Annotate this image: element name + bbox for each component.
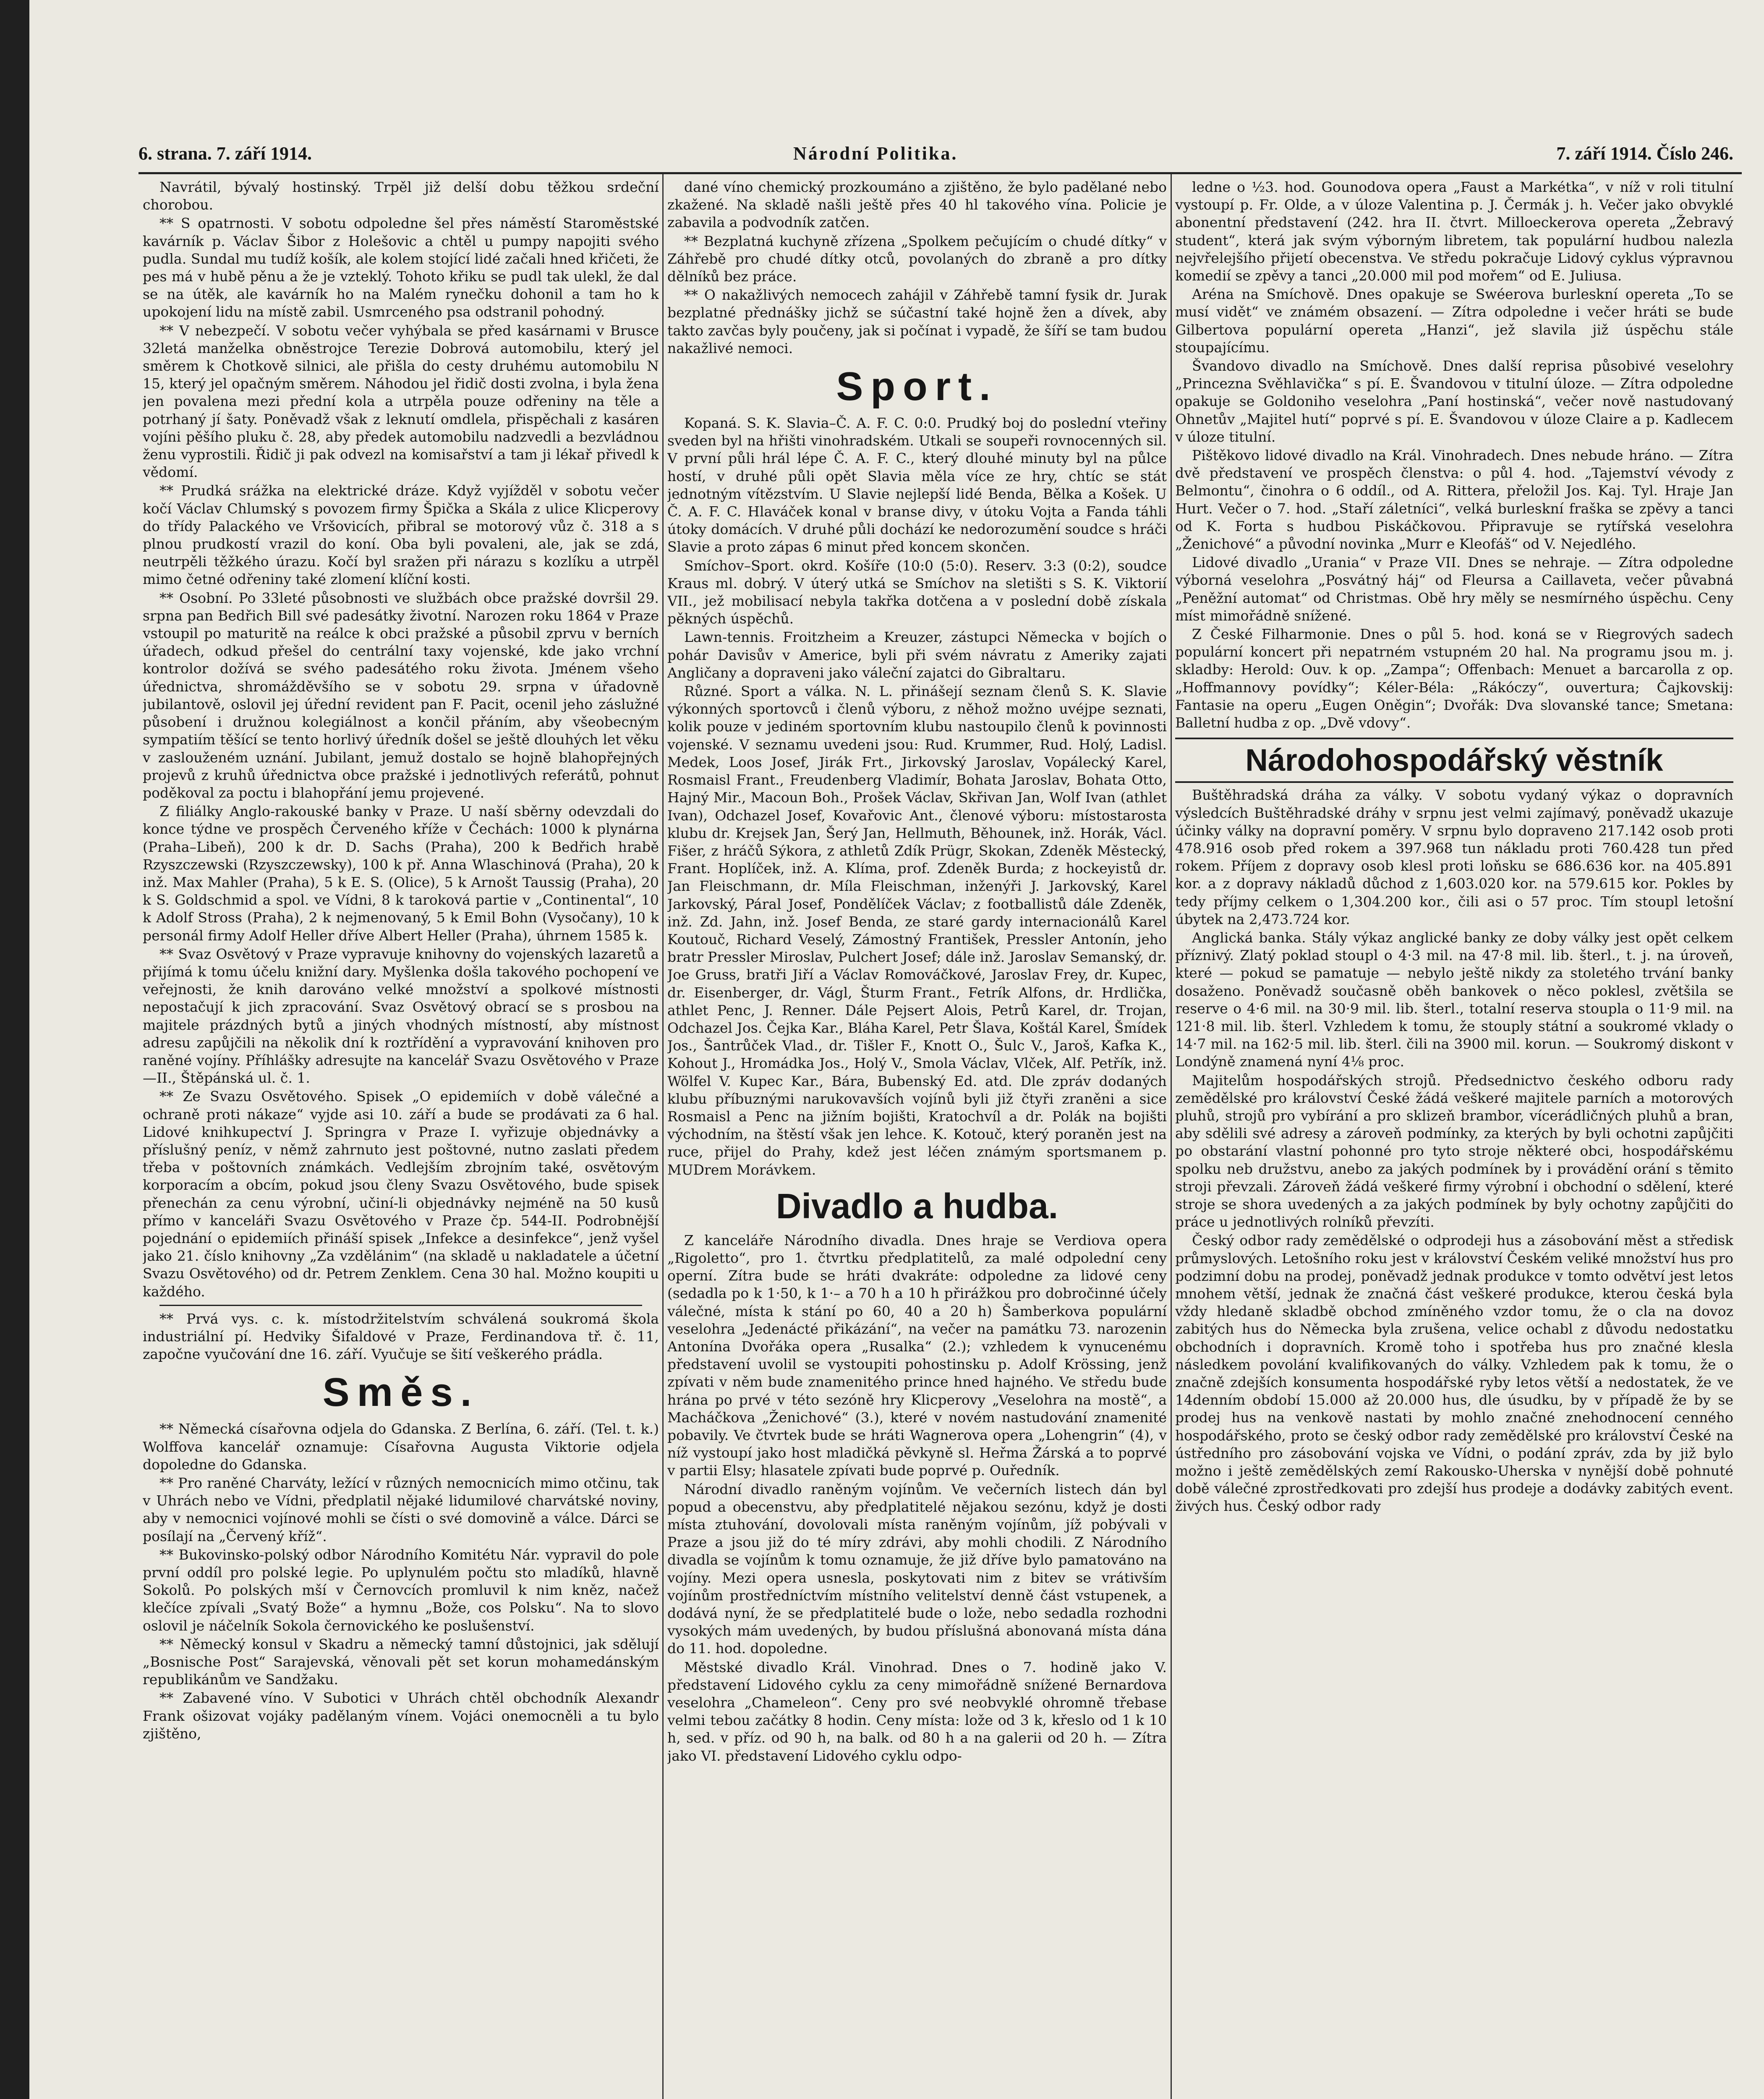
- article: Z České Filharmonie. Dnes o půl 5. hod. koná se v Riegrových sadech populární koncert při nepatrném vstupném 20 hal. Na programu jsou m. j. skladby: Herold: Ouv. k op. „Zampa“; Offenbach: Menuet a barcarolla z op. „Hoffmannovy povídky“; Kéler-Béla: „Rákóczy“, ouvertura; Čajkovskij: Fantasie na operu „Eugen Oněgin“; Dvořák: Dva slovanské tance; Smetana: Balletní hudba z op. „Dvě vdovy“.: [1175, 626, 1733, 731]
- section-title-divadlo: Divadlo a hudba.: [776, 1186, 1058, 1226]
- article: ** Německý konsul v Skadru a německý tamní důstojnici, jak sdělují „Bosnische Post“ Sarajevská, věnovali pět set korun mohamedánským republikánům ve Sandžaku.: [143, 1636, 659, 1688]
- article: Navrátil, bývalý hostinský. Trpěl již delší dobu těžkou srdeční chorobou.: [143, 179, 659, 213]
- article: Český odbor rady zemědělské o odprodeji hus a zásobování měst a středisk průmyslových. Letošního roku jest v království Českém veliké množství hus pro podzimní dobu na prodej, poněvadž jednak produkce v tomto odvětví jest letos mnohem větší, jednak že značná část veškeré produkce, kterou česká byla vždy hledaně skladbě obchod zmíněného vzdor tomu, že o cla na dovoz zabitých hus do Německa byla zrušena, velice ochabl z důvodu nedostatku obchodních i dopravních. Kromě toho i spotřeba hus pro značné klesla následkem povolání kvalifikovaných do války. Vzhledem pak k tomu, že o značně zdejších konsumenta hospodářské ryby letos větší a nedostatek, že ve 14denním období 15.000 až 20.000 hus, dle úsudku, by v případě že by se prodej hus na venkově nastati by mohlo značné znehodnocení cenného hospodářského, proto se český odbor rady zemědělské pro království České na ústředního pro zásobování vojska ve Vídni, o podání zpráv, zda by již bylo možno i ještě zemědělských zemí Rakousko-Uherska v nynější době pohnuté době válečné zprostředkovati pro zdejší hus prodeje a dodávky zabitých event. živých hus. Český odbor rady: [1175, 1232, 1733, 1515]
- header-rule: [139, 172, 1742, 174]
- article: ** Pro raněné Charváty, ležící v různých nemocnicích mimo otčinu, tak v Uhrách nebo ve Vídni, předplatil nějaké lidumilové charvátské noviny, aby v nemocnici vojínové mohli se čísti o své domovině a válce. Dárci se posílají na „Červený kříž“.: [143, 1475, 659, 1544]
- article: ** S opatrnosti. V sobotu odpoledne šel přes náměstí Staroměstské kavárník p. Václav Šibor z Holešovic a chtěl u pumpy napojiti svého pudla. Sundal mu tudíž košík, ale kolem stojící lidé začali hned křičeti, že pes má v hubě pěnu a že je vzteklý. Tohoto křiku se pudl tak ulekl, že dal se na útěk, ale kavárník ho na Malém rynečku dohonil a tam ho k upokojení lidu na místě zabil. Usmrceného psa odstranil pohodný.: [143, 215, 659, 320]
- article: Švandovo divadlo na Smíchově. Dnes další reprisa působivé veselohry „Princezna Svěhlavička“ s pí. E. Švandovou v titulní úloze. — Zítra odpoledne opakuje se Goldoniho veselohra „Paní hostinská“, večer nově nastudovaný Ohnetův „Majitel hutí“ poprvé s pí. E. Švandovou v úloze Claire a p. Kadlecem v úloze titulní.: [1175, 358, 1733, 445]
- article: ** Ze Svazu Osvětového. Spisek „O epidemiích v době válečné a ochraně proti nákaze“ vyjde asi 10. září a bude se prodávati za 6 hal. Lidové knihkupectví J. Springra v Praze I. vyřizuje objednávky a příslušný peníz, v němž zahrnuto jest poštovné, nutno zaslati předem třeba v poštovních známkách. Vedlejším zbrojním také, osvětovým korporacím a obcím, pokud jsou členy Svazu Osvětového, bude spisek přenechán za cenu výrobní, učiní-li objednávky nejméně na 50 kusů přímo v kanceláři Svazu Osvětového v Praze čp. 544-II. Podrobnější pojednání o epidemiích přináší spisek „Infekce a desinfekce“, jenž vyšel jako 21. číslo knihovny „Za vzdělánim“ (na skladě u nakladatele a účetní Svazu Osvětového) od dr. Petrem Zenklem. Cena 30 hal. Možno koupiti u každého.: [143, 1088, 659, 1300]
- article: Kopaná. S. K. Slavia–Č. A. F. C. 0:0. Prudký boj do poslední vteřiny sveden byl na hřišti vinohradském. Utkali se soupeři rovnocenných sil. V první půli hrál lépe Č. A. F. C., který dlouhé minuty byl na půlce hostí, v druhé půli opět Slavia měla více ze hry, chtíc se stát jednotným vítězstvím. U Slavie nejlepší lidé Benda, Bělka a Košek. U Č. A. F. C. Hlaváček konal v branse divy, v útoku Vojta a Fanda táhli útoky domácích. V druhé půli dochází ke nedorozumění soudce s hráči Slavie a proto zápas 6 minut před koncem skončen.: [667, 415, 1167, 555]
- article: Z kanceláře Národního divadla. Dnes hraje se Verdiova opera „Rigoletto“, pro 1. čtvrtku předplatitelů, za malé odpolední ceny operní. Zítra bude se hráti dvakráte: odpoledne za lidové ceny (sedadla po k 1·50, k 1·– a 70 h a 10 h přirážkou pro dobročinné účely válečné, místa k stání po 60, 40 a 20 h) Šamberkova populární veselohra „Jedenácté přikázání“, na večer na památku 73. narozenin Antonína Dvořáka opera „Rusalka“ (2.); vzhledem k vynucenému představení uvolil se vystoupiti pohostinsku p. Adolf Krössing, jenž zpívati v něm bude znamenitého prince hned hajného. Ve středu bude hrána po prvé v této sezóně hry Klicperovy „Veselohra na mostě“, a Macháčkova „Ženichové“ (3.), které v novém nastudování znamenité pobavily. Ve čtvrtek bude se hráti Wagnerova opera „Lohengrin“ (4), v níž vystoupí jako host mladičká pěvkyně sl. Heřma Žárská a to poprvé v partii Elsy; hlasatele zpívati bude poprvé p. Ouředník.: [667, 1232, 1167, 1479]
- article: Z filiálky Anglo-rakouské banky v Praze. U naší sběrny odevzdali do konce týdne ve prospěch Červeného kříže v Čechách: 1000 k plynárna (Praha–Libeň), 200 k dr. D. Sachs (Praha), 200 k Bedřich hrabě Rzyszczewski (Rzyszczewsky), 100 k př. Anna Wlaschinová (Praha), 20 k inž. Max Mahler (Praha), 5 k E. S. (Olice), 5 k Arnošt Taussig (Praha), 20 k S. Goldschmid a spol. ve Vídni, 8 k taroková partie v „Continental“, 10 k Adolf Stross (Praha), 2 k nejmenovaný, 5 k Emil Bohn (Vysočany), 10 k personál firmy Adolf Heller dříve Albert Heller (Praha), úhrnem 1585 k.: [143, 803, 659, 944]
- header-left: 6. strana. 7. září 1914.: [139, 143, 312, 164]
- section-title-sport: Sport.: [836, 364, 998, 409]
- divider: [159, 1305, 642, 1306]
- article: dané víno chemický prozkoumáno a zjištěno, že bylo padělané nebo zkažené. Na skladě našli ještě přes 40 hl takového vína. Policie je zabavila a podvodník zatčen.: [667, 179, 1167, 231]
- article: ** Zabavené víno. V Subotici v Uhrách chtěl obchodník Alexandr Frank ošizovat vojáky padělaným vínem. Vojáci onemocněli a tu bylo zjištěno,: [143, 1690, 659, 1742]
- article: ** Prvá vys. c. k. místodržitelstvím schválená soukromá škola industriální pí. Hedviky Šifaldové v Praze, Ferdinandova tř. č. 11, započne vyučování dne 16. září. Vyučuje se šití veškerého prádla.: [143, 1310, 659, 1363]
- column-rule-2: [1171, 174, 1172, 2099]
- column-1: [143, 178, 659, 2099]
- article: Různé. Sport a válka. N. L. přinášejí seznam členů S. K. Slavie výkonných sportovců i členů výboru, z něhož možno uvéjpe seznati, kolik pouze v jediném sportovním klubu nastoupilo členů k povinnosti vojenské. V seznamu uvedeni jsou: Rud. Krummer, Rud. Holý, Ladisl. Medek, Loos Josef, Jirák Frt., Jirkovský Jaroslav, Vopálecký Karel, Rosmaisl Frant., Freudenberg Vladimír, Bohata Jaroslav, Bohata Otto, Hajný Mir., Macoun Boh., Prošek Václav, Skřivan Jan, Wolf Ivan (athlet Ivan), Odchazel Josef, Kovařovic Ant., členové výboru: místostarosta klubu dr. Krejsek Jan, Šerý Jan, Hellmuth, Běhounek, inž. Horák, Václ. Fišer, z hráčů Sýkora, z athletů Zdík Prügr, Skokan, Zdeněk Městecký, Frant. Hoplíček, inž. A. Klíma, prof. Zdeněk Burda; z hockeyistů dr. Jan Fleischmann, dr. Míla Fleischman, inženýři J. Jarkovský, Karel Jarkovský, Páral Josef, Pondělíček Václav; z footballistů dále Zdeněk, inž. Zd. Jahn, inž. Josef Benda, ze staré gardy internacionálů Karel Koutouč, Richard Veselý, Zámostný František, Pressler Antonín, jeho bratr Pressler Miroslav, Pulchert Josef; dále inž. Jaroslav Semanský, dr. Joe Gruss, bratři Jiří a Václav Romováčkové, Jaroslav Frey, dr. Kupec, dr. Eisenberger, dr. Vágl, Šturm Frant., Fetrík Alfons, dr. Hrdlička, athlet Penc, J. Renner. Dále Pejsert Alois, Petrů Karel, dr. Trojan, Odchazel Jos. Čejka Kar., Bláha Karel, Petr Šlava, Koštál Karel, Šmídek Jos., Šantrůček Vlad., dr. Tišler F., Knott O., Šulc V., Jaroš, Kafka K., Kohout J., Hromádka Jos., Holý V., Smola Václav, Vlček, Alf. Petřík, inž. Wölfel V. Kupec Kar., Bára, Bubenský Ed. atd. Dle zpráv dodaných klubu příbuznými narukovavších vojínů byli již čtyři zraněni a sice Rosmaisl a Penc na jižním bojišti, Kratochvíl a dr. Polák na bojišti východním, na štěstí však jen lehce. K. Kotouč, který poraněn jest na ruce, přijel do Prahy, kdež jest léčen známým sportsmanem p. MUDrem Morávkem.: [667, 683, 1167, 1178]
- masthead-title: Národní Politika.: [793, 143, 958, 164]
- article: ** Bezplatná kuchyně zřízena „Spolkem pečujícím o chudé dítky“ v Záhřebě pro chudé dítky otců, povolaných do zbraně a pro dítky dělníků bez práce.: [667, 233, 1167, 285]
- article: Anglická banka. Stály výkaz anglické banky ze doby války jest opět celkem příznivý. Zlatý poklad stoupl o 4·3 mil. na 47·8 mil. lib. šterl., t. j. na úroveň, které — pokud se pamatuje — nebylo ještě nikdy za stoletého trvání banky dosaženo. Poněvadž současně oběh bankovek o něco poklesl, zvětšila se reserve o 4·6 mil. na 30·9 mil. lib. šterl., totalní reserva stoupla o 11·9 mil. na 121·8 mil. lib. šterl. Vzhledem k tomu, že stouply státní a soukromé vklady o 14·7 mil. na 162·5 mil. lib. šterl. čili na 3900 mil. korun. — Soukromý diskont v Londýně znamená nyní 4⅛ proc.: [1175, 929, 1733, 1070]
- column-3: [1175, 178, 1733, 2099]
- article: ** V nebezpečí. V sobotu večer vyhýbala se před kasárnami v Brusce 32letá manželka obněstrojce Terezie Dobrová automobilu, který jel směrem k Chotkově silnici, ale přišla do cesty druhému automobilu N 15, který jel opačným směrem. Náhodou jel řidič dosti zvolna, i byla žena jen povalena mezi přední kola a utrpěla pouze odřeniny na těle a potrhaný jí šaty. Poněvadž však z leknutí omdlela, přispěchali z kasáren vojíni pěšího pluku č. 28, aby předek automobilu nadzvedli a bezvládnou ženu vyprostili. Řidič ji pak odvezl na komisařství a tam ji lékař přivedl k vědomí.: [143, 322, 659, 481]
- article: ** Prudká srážka na elektrické dráze. Když vyjížděl v sobotu večer kočí Václav Chlumský s povozem firmy Špička a Skála z ulice Klicperovy do třídy Palackého ve Vršovicích, přibral se motorový vůz č. 318 a s plnou prudkostí vrazil do koní. Oba byli povaleni, ale, jak se zdá, neutrpěli těžkého úrazu. Kočí byl sražen při nárazu s kozlíku a utrpěl mimo četné odřeniny také zlomení klíční kosti.: [143, 482, 659, 588]
- article: ** O nakažlivých nemocech zahájil v Záhřebě tamní fysik dr. Jurak bezplatné přednášky jichž se súčastní také hojně žen a dívek, aby takto zavčas byly poučeny, jak si počínat i vypadě, že šíří se tam budou nakažlivé nemoci.: [667, 287, 1167, 356]
- article: Lidové divadlo „Urania“ v Praze VII. Dnes se nehraje. — Zítra odpoledne výborná veselohra „Posvátný háj“ od Fleursa a Caillaveta, večer půvabná „Peněžní automat“ od Christmas. Obě hry měly se nesmírného úspěchu. Ceny míst mimořádně snížené.: [1175, 554, 1733, 624]
- article: Aréna na Smíchově. Dnes opakuje se Swéerova burleskní opereta „To se musí vidět“ ve známém obsazení. — Zítra odpoledne i večer hráti se bude Gilbertova populární opereta „Hanzi“, jež slavila již úspěchu stále stoupajícímu.: [1175, 286, 1733, 356]
- section-title-smes: Směs.: [322, 1370, 479, 1415]
- article: ** Bukovinsko-polský odbor Národního Komitétu Nár. vypravil do pole první oddíl pro polské legie. Po uplynulém počtu sto mladíků, hlavně Sokolů. Po polských mší v Černovcích promluvil k nim kněz, načež klečíce zpívali „Svatý Bože“ a hymnu „Bože, cos Polsku“. Na to slovo oslovil je náčelník Sokola černovického ke poslušenství.: [143, 1546, 659, 1634]
- article: ledne o ½3. hod. Gounodova opera „Faust a Markétka“, v níž v roli titulní vystoupí p. Fr. Olde, a v úloze Valentina p. J. Čermák j. h. Večer jako obvyklé abonentní představení (242. hra II. čtvrt. Milloeckerova opereta „Žebravý student“, která jak svým výborným libretem, tak populární hudbou nalezla nejvřelejšího přijetí obecenstva. Ve středu pokračuje Lidový cyklus výpravnou komedií se zpěvy a tanci „20.000 mil pod mořem“ od E. Juliusa.: [1175, 179, 1733, 284]
- article: Národní divadlo raněným vojínům. Ve večerních listech dán byl popud a obecenstvu, aby předplatitelé nějakou sezónu, když je dosti místa ztuhování, dovolovali místa raněným vojínům, jíž pobývali v Praze a jsou již do té míry zdrávi, aby mohli chodili. Z Národního divadla se vojínům k tomu oznamuje, že již dříve bylo pamatováno na vojíny. Mezi opera usnesla, poskytovati nim z bitev se vrátivším vojínům prostředníctvím místního velitelství denně část vstupenek, a dodává nyní, že se předplatitelé bude o lože, nebo sedadla rozhodni vysokých mám uvedených, by budou příslušná abonovaná místa dána do 11. hod. dopoledne.: [667, 1481, 1167, 1657]
- article: ** Německá císařovna odjela do Gdanska. Z Berlína, 6. září. (Tel. t. k.) Wolffova kancelář oznamuje: Císařovna Augusta Viktorie odjela dopoledne do Gdanska.: [143, 1421, 659, 1473]
- article: Majitelům hospodářských strojů. Předsednictvo českého odboru rady zemědělské pro království České žádá veškeré majitele parních a motorových pluhů, strojů pro vybírání a pro sklizeň brambor, vícerádličných pluhů a bran, aby sdělili své adresy a zároveň podmínky, za kterých by byli ochotni zapůjčiti po obstarání vlastní pohonné pro tyto stroje některé obci, hospodářskému spolku neb družstvu, anebo za jakých podmínek by i provádění orání s těmito stroji převzali. Zároveň žádá veškeré firmy výrobní i obchodní o sdělení, které stroje se shora uvedených a za jakých podmínek by byly ochotny zapůjčiti do práce u jednotlivých rolníků převzíti.: [1175, 1072, 1733, 1230]
- article: Smíchov–Sport. okrd. Košíře (10:0 (5:0). Reserv. 3:3 (0:2), soudce Kraus ml. dobrý. V úterý utká se Smíchov na sletišti s S. K. Viktorií VII., jež mobilisací nebyla takřka dotčena a v poslední době získala pěkných úspěchů.: [667, 557, 1167, 627]
- article: Městské divadlo Král. Vinohrad. Dnes o 7. hodině jako V. představení Lidového cyklu za ceny mimořádně snížené Bernardova veselohra „Chameleon“. Ceny pro své neobvyklé ohromně třebase velmi tebou začátky 8 hodin. Ceny místa: lože od 3 k, křeslo od 1 k 10 h, sed. v příz. od 90 h, na balk. od 80 h a na galerii od 20 h. — Zítra jako VI. představení Lidového cyklu odpo-: [667, 1659, 1167, 1764]
- article: ** Svaz Osvětový v Praze vypravuje knihovny do vojenských lazaretů a přijímá k tomu účelu knižní dary. Myšlenka došla takového pochopení ve veřejnosti, že knih darováno velké množství a spolkové místnosti nepostačují k jich zpracování. Svaz Osvětový obrací se s prosbou na majitele prázdných bytů a jiných vhodných místností, aby místnost adresu zapůjčili na několik dní k roztřídění a vypravování knihoven pro raněné vojíny. Příhlášky adresujte na kancelář Svazu Osvětového v Praze—II., Štěpánská ul. č. 1.: [143, 945, 659, 1086]
- section-title-vestnik: Národohospodářský věstník: [1175, 738, 1733, 783]
- article: Lawn-tennis. Froitzheim a Kreuzer, zástupci Německa v bojích o pohár Davisův v Americe, byli při svém návratu z Ameriky zajati Angličany a dopraveni jako váleční zajatci do Gibraltaru.: [667, 629, 1167, 681]
- header-right: 7. září 1914. Číslo 246.: [1556, 143, 1733, 164]
- column-2: [667, 178, 1167, 2099]
- scan-margin: [0, 0, 29, 2099]
- page-header: [139, 139, 1733, 172]
- article: Buštěhradská dráha za války. V sobotu vydaný výkaz o dopravních výsledcích Buštěhradské dráhy v srpnu jest velmi zajímavý, poněvadž ukazuje účinky války na dopravní poměry. V srpnu bylo dopraveno 217.142 osob proti 478.916 osob před rokem a 397.968 tun nákladu proti 760.428 tun před rokem. Příjem z dopravy osob klesl proti loňsku se 686.636 kor. na 405.891 kor. a z dopravy nákladů důchod z 1,603.020 kor. na 579.615 kor. Pokles by tedy příjmy celkem o 1,304.200 kor., čili asi o 57 proc. Tím stoupl letošní úbytek na 2,473.724 kor.: [1175, 787, 1733, 927]
- article: Pištěkovo lidové divadlo na Král. Vinohradech. Dnes nebude hráno. — Zítra dvě představení ve prospěch členstva: o půl 4. hod. „Tajemství vévody z Belmontu“, činohra o 6 oddíl., od A. Rittera, přeložil Jos. Kaj. Tyl. Hraje Jan Hurt. Večer o 7. hod. „Staří záletníci“, velká burleskní fraška se zpěvy a tanci od K. Forta s hudbou Piskáčkovou. Připravuje se rytířská veselohra „Ženichové“ a původní novinka „Murr e Kleofáš“ od V. Nejedlého.: [1175, 447, 1733, 552]
- article: ** Osobní. Po 33leté působnosti ve službách obce pražské dovršil 29. srpna pan Bedřich Bill své padesátky životní. Narozen roku 1864 v Praze vstoupil po maturitě na reálce k obci pražské a působil zprvu v berních úřadech, odkud přešel do centrální taxy vojenské, kde jako vrchní kontrolor dožívá se svého padesátého roku života. Jménem všeho úřednictva, shromážděvšího se v sobotu 29. srpna v úřadovně jubilantově, oslovil jej úřední revident pan F. Pacit, ocenil jeho záslužné působení i družnou kolegiálnost a končil přáním, aby všeobecným sympatiím těšící se tento horlivý úředník došel se ještě dlouhých let věku v zaslouženém uznání. Jubilant, jemuž dostalo se hojně blahopřejných projevů z kruhů úřednictva obce pražské i jednotlivých referátů, pohnut poděkoval za poctu i blahopřání jemu projevené.: [143, 589, 659, 801]
- column-rule-1: [662, 174, 664, 2099]
